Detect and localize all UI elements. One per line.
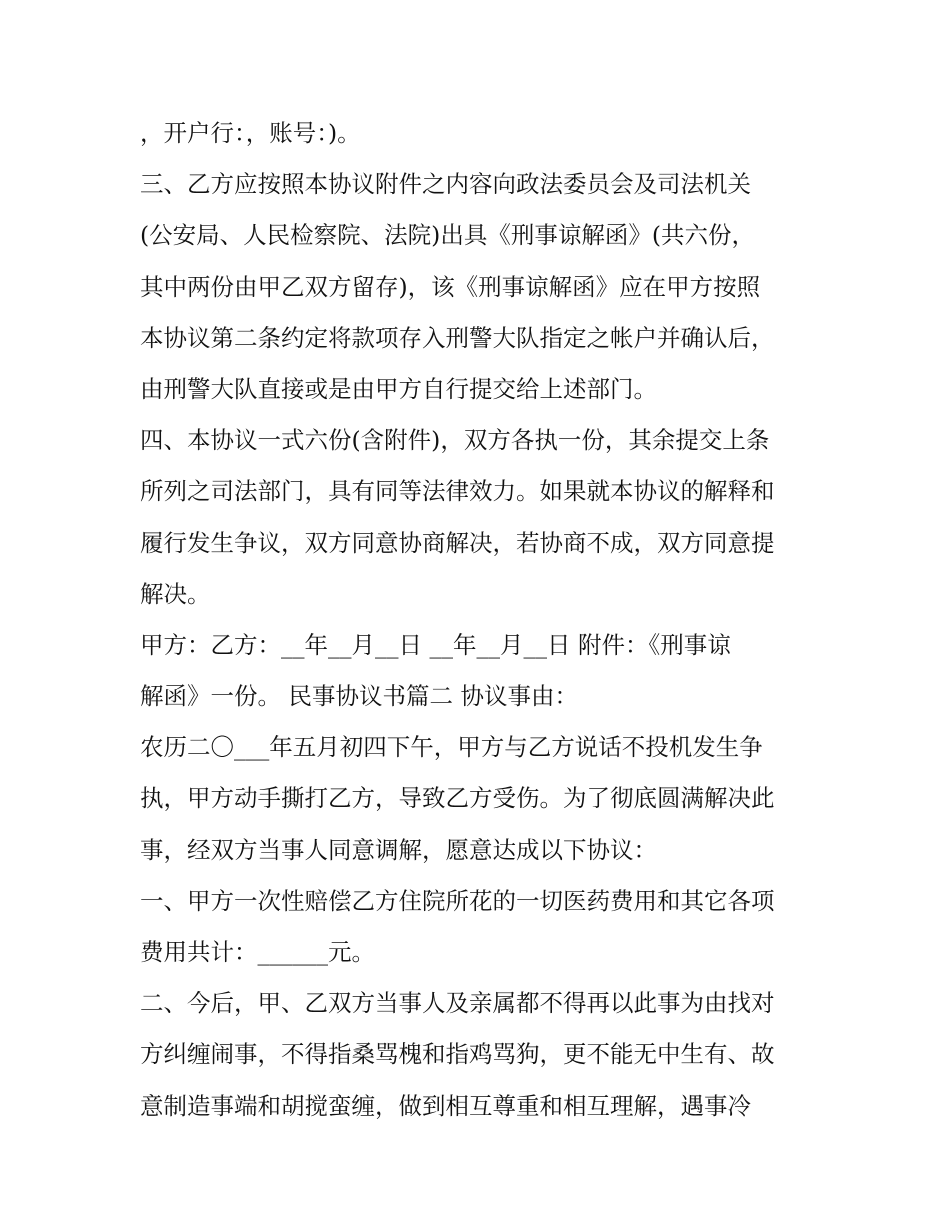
text-line: 意制造事端和胡搅蛮缠，做到相互尊重和相互理解，遇事冷 — [140, 1091, 751, 1120]
text-line: 解函》一份。 民事协议书篇二 协议事由： — [140, 682, 578, 711]
text-line: 方纠缠闹事，不得指桑骂槐和指鸡骂狗，更不能无中生有、故 — [140, 1040, 775, 1069]
text-line: 费用共计：______元。 — [140, 938, 375, 966]
text-line: (公安局、人民检察院、法院)出具《刑事谅解函》(共六份， — [140, 221, 756, 250]
text-line: 一、甲方一次性赔偿乙方住院所花的一切医药费用和其它各项 — [140, 886, 775, 915]
text-line: 由刑警大队直接或是由甲方自行提交给上述部门。 — [140, 374, 657, 403]
text-line: 履行发生争议，双方同意协商解决，若协商不成，双方同意提 — [140, 528, 775, 557]
document-body — [140, 108, 820, 1132]
text-line: 本协议第二条约定将款项存入刑警大队指定之帐户并确认后， — [140, 323, 775, 352]
text-line: 其中两份由甲乙双方留存)，该《刑事谅解函》应在甲方按照 — [140, 272, 761, 301]
text-line: 二、今后，甲、乙双方当事人及亲属都不得再以此事为由找对 — [140, 989, 775, 1018]
text-line: 解决。 — [140, 579, 211, 608]
text-line: ，开户行：，账号：)。 — [140, 119, 361, 147]
text-line: 所列之司法部门，具有同等法律效力。如果就本协议的解释和 — [140, 477, 775, 506]
text-line: 三、乙方应按照本协议附件之内容向政法委员会及司法机关 — [140, 170, 751, 199]
text-line: 四、本协议一式六份(含附件)，双方各执一份，其余提交上条 — [140, 426, 770, 455]
text-line: 甲方：乙方：__年__月__日 __年__月__日 附件：《刑事谅 — [140, 630, 731, 659]
text-line: 事，经双方当事人同意调解，愿意达成以下协议： — [140, 835, 657, 864]
text-line: 执，甲方动手撕打乙方，导致乙方受伤。为了彻底圆满解决此 — [140, 784, 775, 813]
text-line: 农历二〇___年五月初四下午，甲方与乙方说话不投机发生争 — [140, 733, 763, 762]
